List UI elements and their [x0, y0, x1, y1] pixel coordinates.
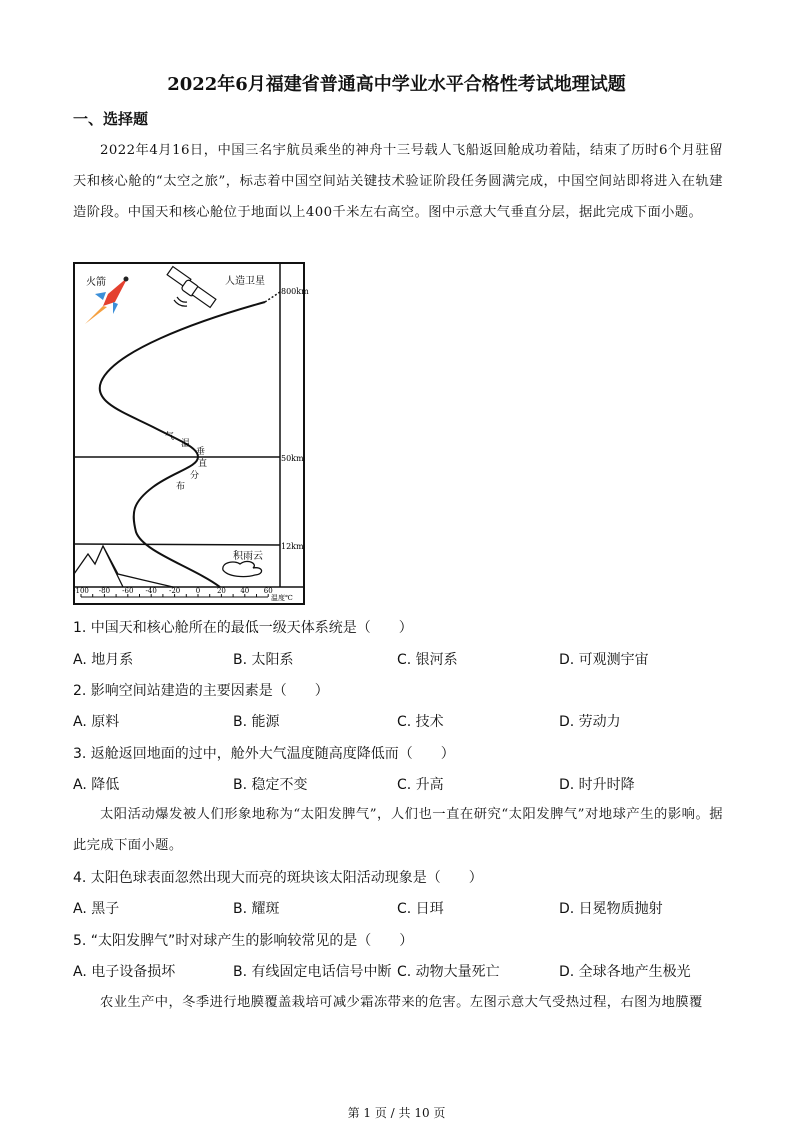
tick-label: 40 — [240, 587, 250, 595]
question-stem: 1. 中国天和核心舱所在的最低一级天体系统是（ ） — [73, 620, 413, 636]
curve-label-char: 气 — [165, 432, 175, 442]
question-options — [73, 774, 733, 794]
question-stem: 5. “太阳发脾气”时对球产生的影响较常见的是（ ） — [73, 933, 414, 949]
option-a[interactable]: A. 电子设备损坏 — [73, 964, 176, 980]
question-options — [73, 898, 733, 918]
question-stem: 2. 影响空间站建造的主要因素是（ ） — [73, 683, 329, 699]
curve-label-char: 直 — [198, 459, 208, 469]
option-d[interactable]: D. 全球各地产生极光 — [559, 964, 691, 980]
curve-label-char: 布 — [176, 482, 186, 492]
option-a[interactable]: A. 原料 — [73, 714, 120, 730]
section-heading: 一、选择题 — [73, 110, 149, 128]
line-12km — [74, 544, 280, 545]
page-title: 2022年6月福建省普通高中学业水平合格性考试地理试题 — [167, 74, 626, 95]
passage-1: 2022年4月16日，中国三名宇航员乘坐的神舟十三号载人飞船返回舱成功着陆，结束了历时6个月驻留天和核心舱的“太空之旅”，标志着中国空间站关键技术验证阶段任务圆满完成，中国空间站即将进入在轨建造阶段。中国天和核心舱位于地面以上400千米左右高空。图中示意大气垂直分层，据此完成下面小题。 — [73, 143, 723, 220]
option-d[interactable]: D. 劳动力 — [559, 714, 621, 730]
tick-label: 60 — [263, 587, 273, 595]
tick-label: -100 — [73, 587, 89, 595]
satellite-label: 人造卫星 — [225, 276, 265, 287]
option-c[interactable]: C. 银河系 — [397, 652, 458, 668]
tick-label: -40 — [145, 587, 157, 595]
option-c[interactable]: C. 日珥 — [397, 901, 444, 917]
temperature-unit: 温度℃ — [271, 594, 293, 602]
question-stem: 3. 返舱返回地面的过中，舱外大气温度随高度降低而（ ） — [73, 746, 455, 762]
option-b[interactable]: B. 有线固定电话信号中断 — [233, 964, 392, 980]
option-b[interactable]: B. 太阳系 — [233, 652, 294, 668]
cloud-label: 积雨云 — [233, 551, 263, 562]
tick-label: 0 — [195, 587, 201, 595]
tick-label: -20 — [168, 587, 181, 595]
tick-label: -80 — [98, 587, 111, 595]
option-d[interactable]: D. 日冕物质抛射 — [559, 901, 663, 917]
option-d[interactable]: D. 可观测宇宙 — [559, 652, 649, 668]
option-c[interactable]: C. 升高 — [397, 777, 444, 793]
figure-frame — [74, 263, 304, 604]
altitude-800km: 800km — [281, 287, 309, 296]
altitude-50km: 50km — [281, 454, 304, 463]
tick-label: -60 — [122, 587, 134, 595]
option-a[interactable]: A. 地月系 — [73, 652, 134, 668]
option-d[interactable]: D. 时升时降 — [559, 777, 635, 793]
option-b[interactable]: B. 耀斑 — [233, 901, 280, 917]
option-c[interactable]: C. 动物大量死亡 — [397, 964, 500, 980]
passage-2: 太阳活动爆发被人们形象地称为“太阳发脾气”，人们也一直在研究“太阳发脾气”对地球产生的影响。据此完成下面小题。 — [73, 807, 723, 853]
question-options — [73, 649, 733, 669]
option-b[interactable]: B. 稳定不变 — [233, 777, 308, 793]
passage-3: 农业生产中，冬季进行地膜覆盖栽培可减少霜冻带来的危害。左图示意大气受热过程，右图为地膜覆 — [100, 995, 703, 1010]
question-options — [73, 711, 733, 731]
curve-label-char: 垂 — [196, 447, 206, 457]
question-options — [73, 961, 733, 981]
option-b[interactable]: B. 能源 — [233, 714, 280, 730]
option-a[interactable]: A. 黑子 — [73, 901, 120, 917]
rocket-label: 火箭 — [86, 277, 106, 288]
option-c[interactable]: C. 技术 — [397, 714, 444, 730]
curve-label-char: 温 — [181, 439, 191, 449]
question-stem: 4. 太阳色球表面忽然出现大而亮的斑块该太阳活动现象是（ ） — [73, 870, 483, 886]
page-footer: 第 1 页 / 共 10 页 — [347, 1106, 446, 1120]
option-a[interactable]: A. 降低 — [73, 777, 120, 793]
atmosphere-figure — [73, 262, 309, 605]
curve-label-char: 分 — [190, 471, 200, 481]
tick-label: 20 — [216, 587, 226, 595]
altitude-12km: 12km — [281, 542, 304, 551]
